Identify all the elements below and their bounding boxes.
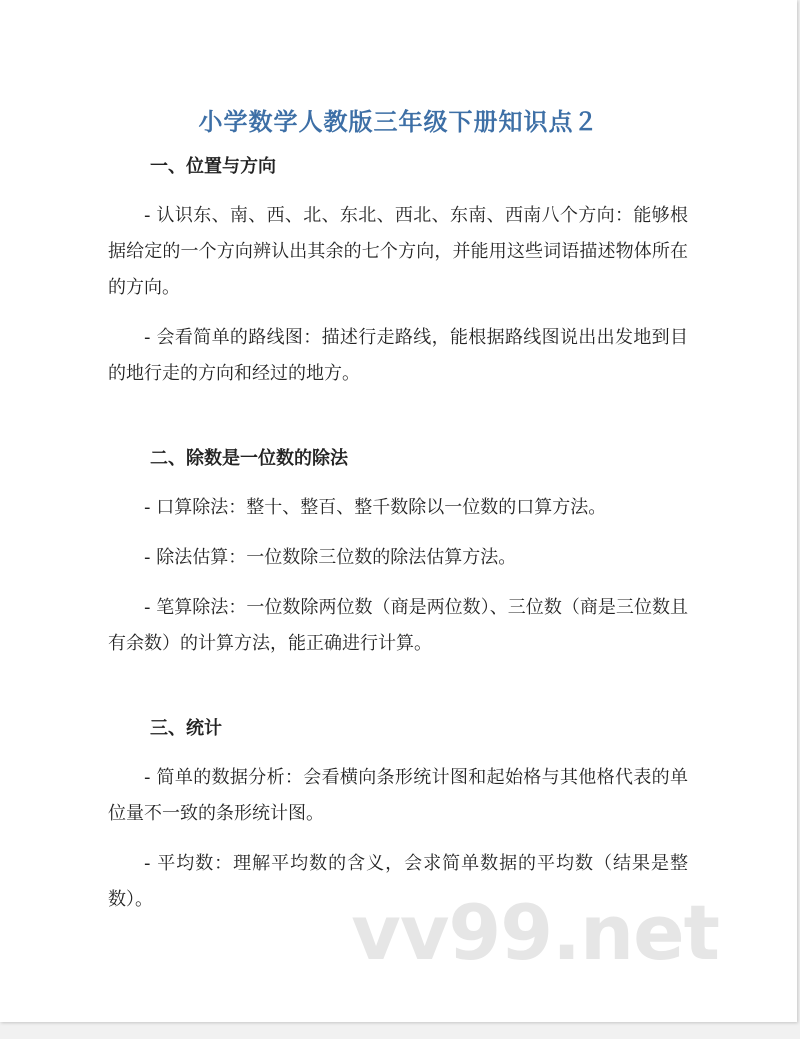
paragraph-written-division: - 笔算除法：一位数除两位数（商是两位数）、三位数（商是三位数且有余数）的计算方法，能正确进行计算。 [108, 597, 688, 654]
section-heading-division: 二、除数是一位数的除法 [150, 448, 348, 469]
paragraph-data-analysis: - 简单的数据分析：会看横向条形统计图和起始格与其他格代表的单位量不一致的条形统计图。 [108, 767, 688, 824]
watermark-logo: vv99.net [351, 888, 719, 977]
section-heading-position-direction: 一、位置与方向 [150, 156, 276, 177]
paragraph-oral-division: - 口算除法：整十、整百、整千数除以一位数的口算方法。 [144, 497, 607, 518]
section-heading-statistics: 三、统计 [150, 718, 222, 739]
paragraph-eight-directions: - 认识东、南、西、北、东北、西北、东南、西南八个方向：能够根据给定的一个方向辨认出其余的七个方向，并能用这些词语描述物体所在的方向。 [108, 205, 688, 298]
paragraph-average: - 平均数：理解平均数的含义，会求简单数据的平均数（结果是整数）。 [108, 853, 688, 910]
document-title: 小学数学人教版三年级下册知识点２ [198, 108, 599, 136]
paragraph-division-estimation: - 除法估算：一位数除三位数的除法估算方法。 [144, 547, 517, 568]
paragraph-route-map: - 会看简单的路线图：描述行走路线，能根据路线图说出出发地到目的地行走的方向和经过的地方。 [108, 327, 688, 384]
